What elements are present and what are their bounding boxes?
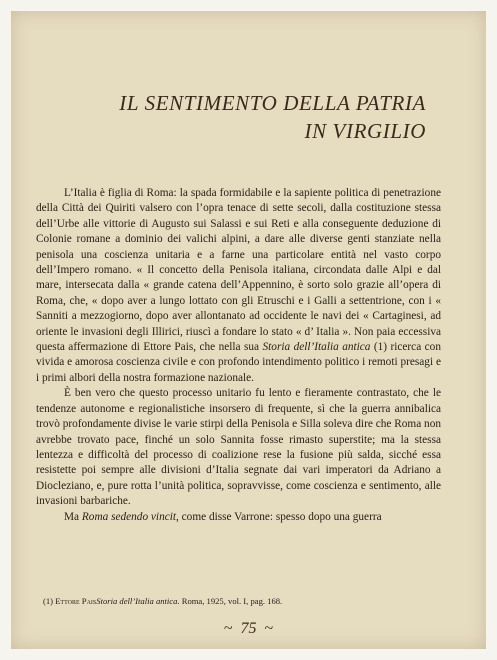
footnote-marker: (1) [43, 596, 54, 606]
page-number-value: 75 [240, 620, 257, 637]
book-page [11, 11, 486, 649]
page-number-right-ornament: ~ [264, 620, 274, 637]
paragraph-2: È ben vero che questo processo unitario fu lento e fieramente contrastato, che le tendenze autonome e regionalistiche insorsero di frequente, sì che la guerra annibalica trovò profondamente divise le varie stirpi della Penisola e Silla soleva dire che Roma non avrebbe trovato pace, finché un solo Sannita fosse rimasto superstite; ma la stessa lentezza e difficoltà del processo di coalizione rese la fusione più salda, sicché essa resistette poi sempre alle divisioni d’Italia segnate dai vari imperatori da Adriano a Diocleziano, e, pure rotta l’unità politica, sopravvisse, come coscienza e sentimento, alle invasioni barbariche. [36, 387, 441, 508]
footnote [43, 596, 443, 607]
paragraph-3 [36, 510, 441, 525]
paragraph-1 [36, 186, 441, 386]
paragraph-1-text-b: (1) ricerca con vivida e amorosa coscienza civile e con profondo intendimento politico i remoti presagi e i primi albori della nostra formazione nazionale. [36, 341, 441, 384]
footnote-details: . Roma, 1925, vol. I, pag. 168. [177, 596, 283, 606]
page-number-left-ornament: ~ [223, 620, 233, 637]
latin-quote-italic: Roma sedendo vincit [81, 510, 177, 523]
chapter-title-line-1: IL SENTIMENTO DELLA PATRIA [119, 91, 426, 115]
body-text [36, 186, 441, 525]
footnote-title: Storia dell’Italia antica [96, 596, 178, 606]
page-number [11, 620, 486, 638]
chapter-title-line-2: IN VIRGILIO [304, 119, 426, 143]
paragraph-1-text-a: L’Italia è figlia di Roma: la spada formidabile e la sapiente politica di penetrazione della Città dei Quiriti valsero con l’opra tenace di sette secoli, dalla costituzione stessa dell’Urbe alle vittorie di Augusto sui Salassi e sui Reti e alla conseguente deduzione di Colonie romane a dominio dei valichi alpini, a dare alle diverse genti stanziate nella penisola una coscienza unitaria e a farne una particolare entità nel vasto corpo dell’Impero romano. « Il concetto della Penisola italiana, circondata dalle Alpi e dal mare, intersecata dalla « grande catena dell’Appennino, è sorto solo grazie all’opera di Roma, che, « dopo aver a lungo lottato con gli Etruschi e i Galli a settentrione, con i « Sanniti a mezzogiorno, dopo aver allontanato ad occidente le navi dei « Cartaginesi, ad oriente le invasioni degli Illirici, riuscì a fondare lo stato « d’ Italia ». Non paia eccessiva questa affermazione di Ettore Pais, che nella sua [36, 187, 441, 354]
book-title-italic: Storia dell’Italia antica [262, 341, 371, 354]
paragraph-3-text-a: Ma [64, 510, 82, 523]
chapter-title [119, 89, 426, 145]
paragraph-3-text-b: , come disse Varrone: spesso dopo una guerra [176, 510, 382, 523]
footnote-author: Ettore Pais [55, 596, 97, 606]
